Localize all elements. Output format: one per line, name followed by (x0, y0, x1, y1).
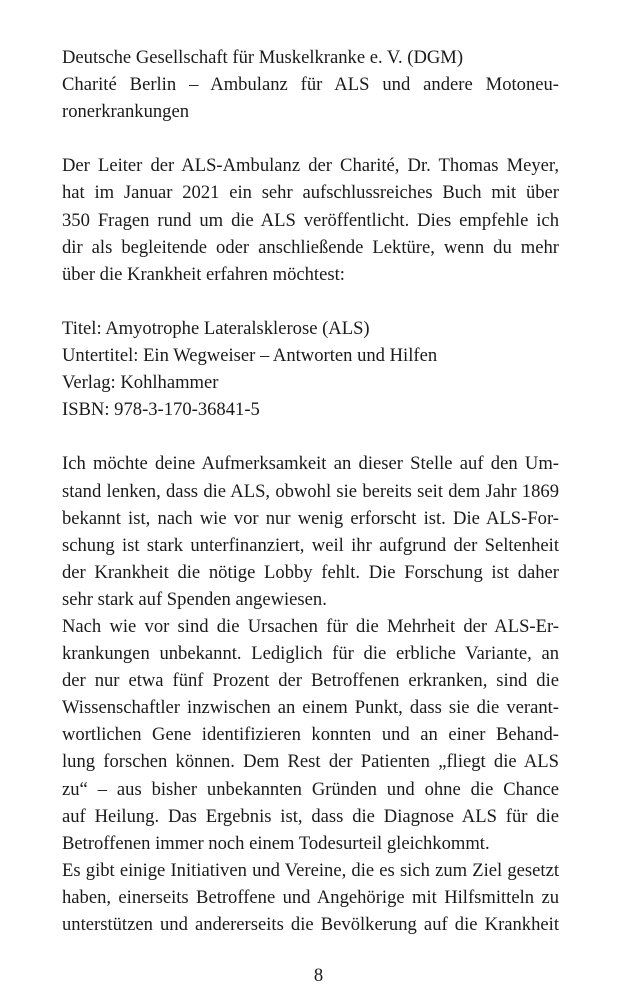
text-line: krankungen unbekannt. Lediglich für die erbliche Variante, an (62, 643, 559, 665)
org-block (62, 44, 559, 125)
paragraph-initiatives (62, 857, 559, 938)
text-line: Ich möchte deine Aufmerksamkeit an dieser Stelle auf den Um- (62, 453, 559, 475)
text-line: Charité Berlin – Ambulanz für ALS und andere Motoneu- (62, 74, 559, 96)
text-line: dir als begleitende oder anschließende Lektüre, wenn du mehr (62, 236, 559, 258)
text-line: ronerkrankungen (62, 101, 190, 123)
text-line: Verlag: Kohlhammer (62, 372, 219, 394)
text-line: der Krankheit die nötige Lobby fehlt. Die Forschung ist daher (62, 561, 559, 583)
text-line: der nur etwa fünf Prozent der Betroffenen erkranken, sind die (62, 670, 559, 692)
text-line: stand lenken, dass die ALS, obwohl sie bereits seit dem Jahr 1869 (62, 480, 559, 502)
text-line: unterstützen und andererseits die Bevölkerung auf die Krankheit (62, 914, 559, 935)
page-body (62, 44, 559, 938)
paragraph-gap (62, 423, 559, 450)
book-info (62, 315, 559, 423)
text-line: sehr stark auf Spenden angewiesen. (62, 588, 327, 610)
text-line: hat im Januar 2021 ein sehr aufschlussreiches Buch mit über (62, 182, 559, 204)
paragraph-attention (62, 450, 559, 613)
text-line: schung ist stark unterfinanziert, weil ihr aufgrund der Seltenheit (62, 534, 559, 556)
text-line: Titel: Amyotrophe Lateralsklerose (ALS) (62, 317, 370, 339)
text-line: haben, einerseits Betroffene und Angehörige mit Hilfsmitteln zu (62, 886, 559, 908)
text-line: Nach wie vor sind die Ursachen für die Mehrheit der ALS-Er- (62, 615, 559, 637)
intro-paragraph (62, 152, 559, 287)
text-line: Untertitel: Ein Wegweiser – Antworten und Hilfen (62, 345, 438, 367)
paragraph-causes (62, 613, 559, 857)
text-line: Wissenschaftler inzwischen an einem Punkt, dass sie die verant- (62, 697, 559, 719)
text-line: 350 Fragen rund um die ALS veröffentlicht. Dies empfehle ich (62, 209, 559, 231)
text-line: zu“ – aus bisher unbekannten Gründen und ohne die Chance (62, 778, 559, 800)
page-number: 8 (313, 965, 324, 986)
paragraph-gap (62, 125, 559, 152)
text-line: auf Heilung. Das Ergebnis ist, dass die Diagnose ALS für die (62, 805, 559, 827)
text-line: ISBN: 978-3-170-36841-5 (62, 399, 260, 421)
text-line: Es gibt einige Initiativen und Vereine, die es sich zum Ziel gesetzt (62, 859, 559, 881)
text-line: Der Leiter der ALS-Ambulanz der Charité, Dr. Thomas Meyer, (62, 155, 559, 177)
text-line: wortlichen Gene identifizieren konnten und an einer Behand- (62, 724, 559, 746)
paragraph-gap (62, 288, 559, 315)
text-line: Betroffenen immer noch einem Todesurteil gleichkommt. (62, 832, 490, 854)
text-line: bekannt ist, nach wie vor nur wenig erforscht ist. Die ALS-For- (62, 507, 559, 529)
text-line: lung forschen können. Dem Rest der Patienten „fliegt die ALS (62, 751, 559, 773)
text-line: über die Krankheit erfahren möchtest: (62, 263, 345, 285)
text-line: Deutsche Gesellschaft für Muskelkranke e. V. (DGM) (62, 47, 464, 68)
